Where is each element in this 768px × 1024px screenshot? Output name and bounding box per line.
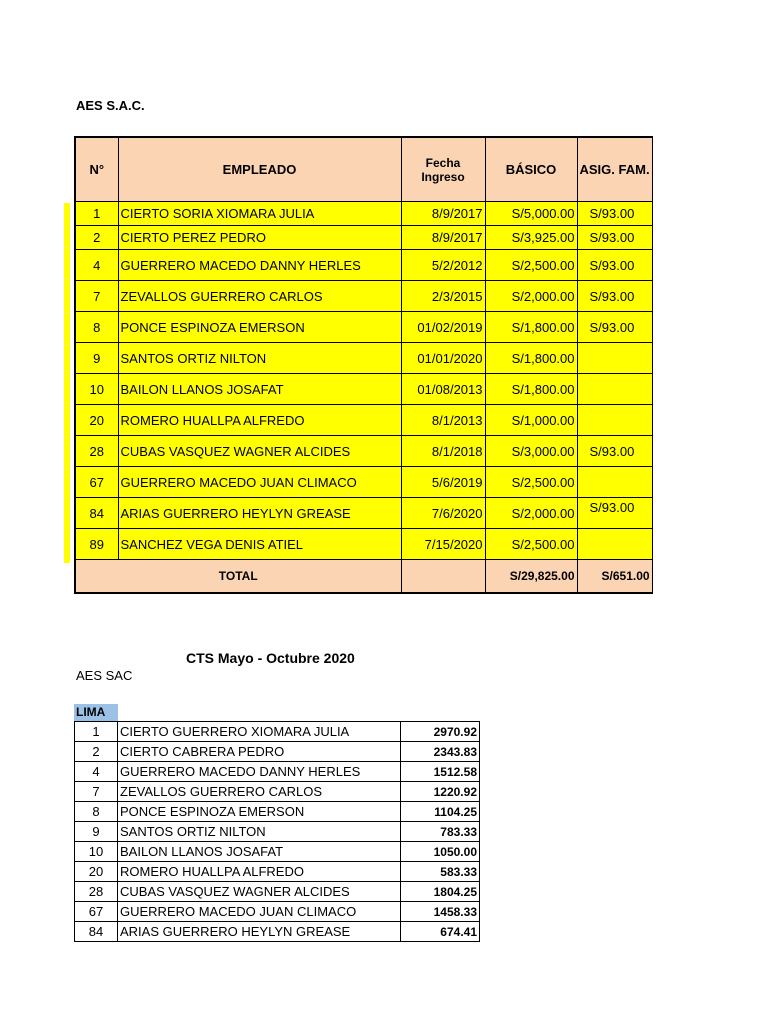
employee-name: ARIAS GUERRERO HEYLYN GREASE xyxy=(118,498,401,529)
cts-employee-name: CUBAS VASQUEZ WAGNER ALCIDES xyxy=(118,882,401,902)
table-row xyxy=(75,436,652,467)
row-num: 2 xyxy=(75,226,118,250)
cts-employee-name: SANTOS ORTIZ NILTON xyxy=(118,822,401,842)
cts-row-num: 20 xyxy=(75,862,118,882)
cts-amount: 783.33 xyxy=(401,822,480,842)
total-empty xyxy=(401,560,485,594)
list-item xyxy=(75,922,480,942)
cts-employee-name: ROMERO HUALLPA ALFREDO xyxy=(118,862,401,882)
row-num: 1 xyxy=(75,202,118,226)
table-row xyxy=(75,312,652,343)
row-num: 7 xyxy=(75,281,118,312)
cts-amount: 2970.92 xyxy=(401,722,480,742)
table-header-row xyxy=(75,137,652,202)
basic-salary: S/3,000.00 xyxy=(485,436,577,467)
basic-salary: S/5,000.00 xyxy=(485,202,577,226)
cts-amount: 1804.25 xyxy=(401,882,480,902)
basic-salary: S/2,500.00 xyxy=(485,529,577,560)
list-item xyxy=(75,722,480,742)
total-asig: S/651.00 xyxy=(577,560,652,594)
employee-name: GUERRERO MACEDO DANNY HERLES xyxy=(118,250,401,281)
hire-date: 01/02/2019 xyxy=(401,312,485,343)
family-allowance: S/93.00 xyxy=(577,312,652,343)
family-allowance: S/93.00 xyxy=(577,250,652,281)
table-row xyxy=(75,343,652,374)
cts-amount: 1050.00 xyxy=(401,842,480,862)
table-row xyxy=(75,405,652,436)
family-allowance xyxy=(577,374,652,405)
cts-table xyxy=(74,721,480,942)
header-asig: ASIG. FAM. xyxy=(577,137,652,202)
family-allowance: S/93.00 xyxy=(577,226,652,250)
basic-salary: S/3,925.00 xyxy=(485,226,577,250)
employee-name: CIERTO SORIA XIOMARA JULIA xyxy=(118,202,401,226)
basic-salary: S/1,000.00 xyxy=(485,405,577,436)
row-num: 10 xyxy=(75,374,118,405)
list-item xyxy=(75,802,480,822)
cts-amount: 1104.25 xyxy=(401,802,480,822)
list-item xyxy=(75,742,480,762)
basic-salary: S/2,500.00 xyxy=(485,467,577,498)
family-allowance: S/93.00 xyxy=(577,436,652,467)
cts-employee-name: BAILON LLANOS JOSAFAT xyxy=(118,842,401,862)
list-item xyxy=(75,782,480,802)
cts-row-num: 4 xyxy=(75,762,118,782)
hire-date: 01/08/2013 xyxy=(401,374,485,405)
row-num: 28 xyxy=(75,436,118,467)
employee-name: CIERTO PEREZ PEDRO xyxy=(118,226,401,250)
hire-date: 5/6/2019 xyxy=(401,467,485,498)
cts-company: AES SAC xyxy=(76,668,133,683)
list-item xyxy=(75,762,480,782)
row-num: 89 xyxy=(75,529,118,560)
row-num: 8 xyxy=(75,312,118,343)
hire-date: 8/9/2017 xyxy=(401,202,485,226)
list-item xyxy=(75,882,480,902)
header-num: N° xyxy=(75,137,118,202)
cts-row-num: 9 xyxy=(75,822,118,842)
basic-salary: S/2,500.00 xyxy=(485,250,577,281)
employee-name: ZEVALLOS GUERRERO CARLOS xyxy=(118,281,401,312)
employee-name: SANCHEZ VEGA DENIS ATIEL xyxy=(118,529,401,560)
cts-employee-name: PONCE ESPINOZA EMERSON xyxy=(118,802,401,822)
list-item xyxy=(75,842,480,862)
hire-date: 8/1/2018 xyxy=(401,436,485,467)
header-fecha-line1: Fecha xyxy=(425,155,461,170)
cts-amount: 1220.92 xyxy=(401,782,480,802)
hire-date: 7/15/2020 xyxy=(401,529,485,560)
list-item xyxy=(75,862,480,882)
total-row xyxy=(75,560,652,594)
family-allowance xyxy=(577,405,652,436)
row-num: 20 xyxy=(75,405,118,436)
employee-name: SANTOS ORTIZ NILTON xyxy=(118,343,401,374)
cts-employee-name: GUERRERO MACEDO DANNY HERLES xyxy=(118,762,401,782)
basic-salary: S/2,000.00 xyxy=(485,498,577,529)
cts-amount: 1458.33 xyxy=(401,902,480,922)
highlight-strip xyxy=(64,203,70,563)
table-row xyxy=(75,529,652,560)
table-row xyxy=(75,467,652,498)
lima-label: LIMA xyxy=(74,704,118,721)
row-num: 84 xyxy=(75,498,118,529)
employee-name: GUERRERO MACEDO JUAN CLIMACO xyxy=(118,467,401,498)
cts-employee-name: ZEVALLOS GUERRERO CARLOS xyxy=(118,782,401,802)
hire-date: 01/01/2020 xyxy=(401,343,485,374)
cts-employee-name: CIERTO GUERRERO XIOMARA JULIA xyxy=(118,722,401,742)
family-allowance: S/93.00 xyxy=(577,281,652,312)
table-row xyxy=(75,226,652,250)
family-allowance: S/93.00 xyxy=(577,202,652,226)
cts-employee-name: GUERRERO MACEDO JUAN CLIMACO xyxy=(118,902,401,922)
table-row xyxy=(75,250,652,281)
cts-row-num: 7 xyxy=(75,782,118,802)
employee-name: PONCE ESPINOZA EMERSON xyxy=(118,312,401,343)
hire-date: 7/6/2020 xyxy=(401,498,485,529)
header-basico: BÁSICO xyxy=(485,137,577,202)
basic-salary: S/2,000.00 xyxy=(485,281,577,312)
hire-date: 8/1/2013 xyxy=(401,405,485,436)
cts-employee-name: ARIAS GUERRERO HEYLYN GREASE xyxy=(118,922,401,942)
cts-row-num: 28 xyxy=(75,882,118,902)
header-fecha-line2: Ingreso xyxy=(421,169,465,184)
list-item xyxy=(75,822,480,842)
employee-table xyxy=(74,136,653,594)
cts-employee-name: CIERTO CABRERA PEDRO xyxy=(118,742,401,762)
company-title: AES S.A.C. xyxy=(76,98,145,113)
cts-row-num: 67 xyxy=(75,902,118,922)
cts-amount: 2343.83 xyxy=(401,742,480,762)
cts-row-num: 2 xyxy=(75,742,118,762)
header-empleado: EMPLEADO xyxy=(118,137,401,202)
cts-row-num: 8 xyxy=(75,802,118,822)
employee-name: CUBAS VASQUEZ WAGNER ALCIDES xyxy=(118,436,401,467)
cts-amount: 583.33 xyxy=(401,862,480,882)
table-row xyxy=(75,374,652,405)
cts-row-num: 84 xyxy=(75,922,118,942)
cts-amount: 1512.58 xyxy=(401,762,480,782)
cts-amount: 674.41 xyxy=(401,922,480,942)
basic-salary: S/1,800.00 xyxy=(485,312,577,343)
list-item xyxy=(75,902,480,922)
basic-salary: S/1,800.00 xyxy=(485,374,577,405)
employee-name: ROMERO HUALLPA ALFREDO xyxy=(118,405,401,436)
basic-salary: S/1,800.00 xyxy=(485,343,577,374)
row-num: 4 xyxy=(75,250,118,281)
table-row xyxy=(75,281,652,312)
hire-date: 5/2/2012 xyxy=(401,250,485,281)
row-num: 67 xyxy=(75,467,118,498)
row-num: 9 xyxy=(75,343,118,374)
cts-row-num: 10 xyxy=(75,842,118,862)
table-row xyxy=(75,498,652,529)
header-fecha xyxy=(401,137,485,202)
family-allowance: S/93.00 xyxy=(577,498,652,529)
hire-date: 2/3/2015 xyxy=(401,281,485,312)
hire-date: 8/9/2017 xyxy=(401,226,485,250)
table-row xyxy=(75,202,652,226)
employee-name: BAILON LLANOS JOSAFAT xyxy=(118,374,401,405)
family-allowance xyxy=(577,343,652,374)
cts-row-num: 1 xyxy=(75,722,118,742)
family-allowance xyxy=(577,467,652,498)
family-allowance xyxy=(577,529,652,560)
total-label: TOTAL xyxy=(75,560,401,594)
total-basico: S/29,825.00 xyxy=(485,560,577,594)
cts-title: CTS Mayo - Octubre 2020 xyxy=(186,650,355,666)
